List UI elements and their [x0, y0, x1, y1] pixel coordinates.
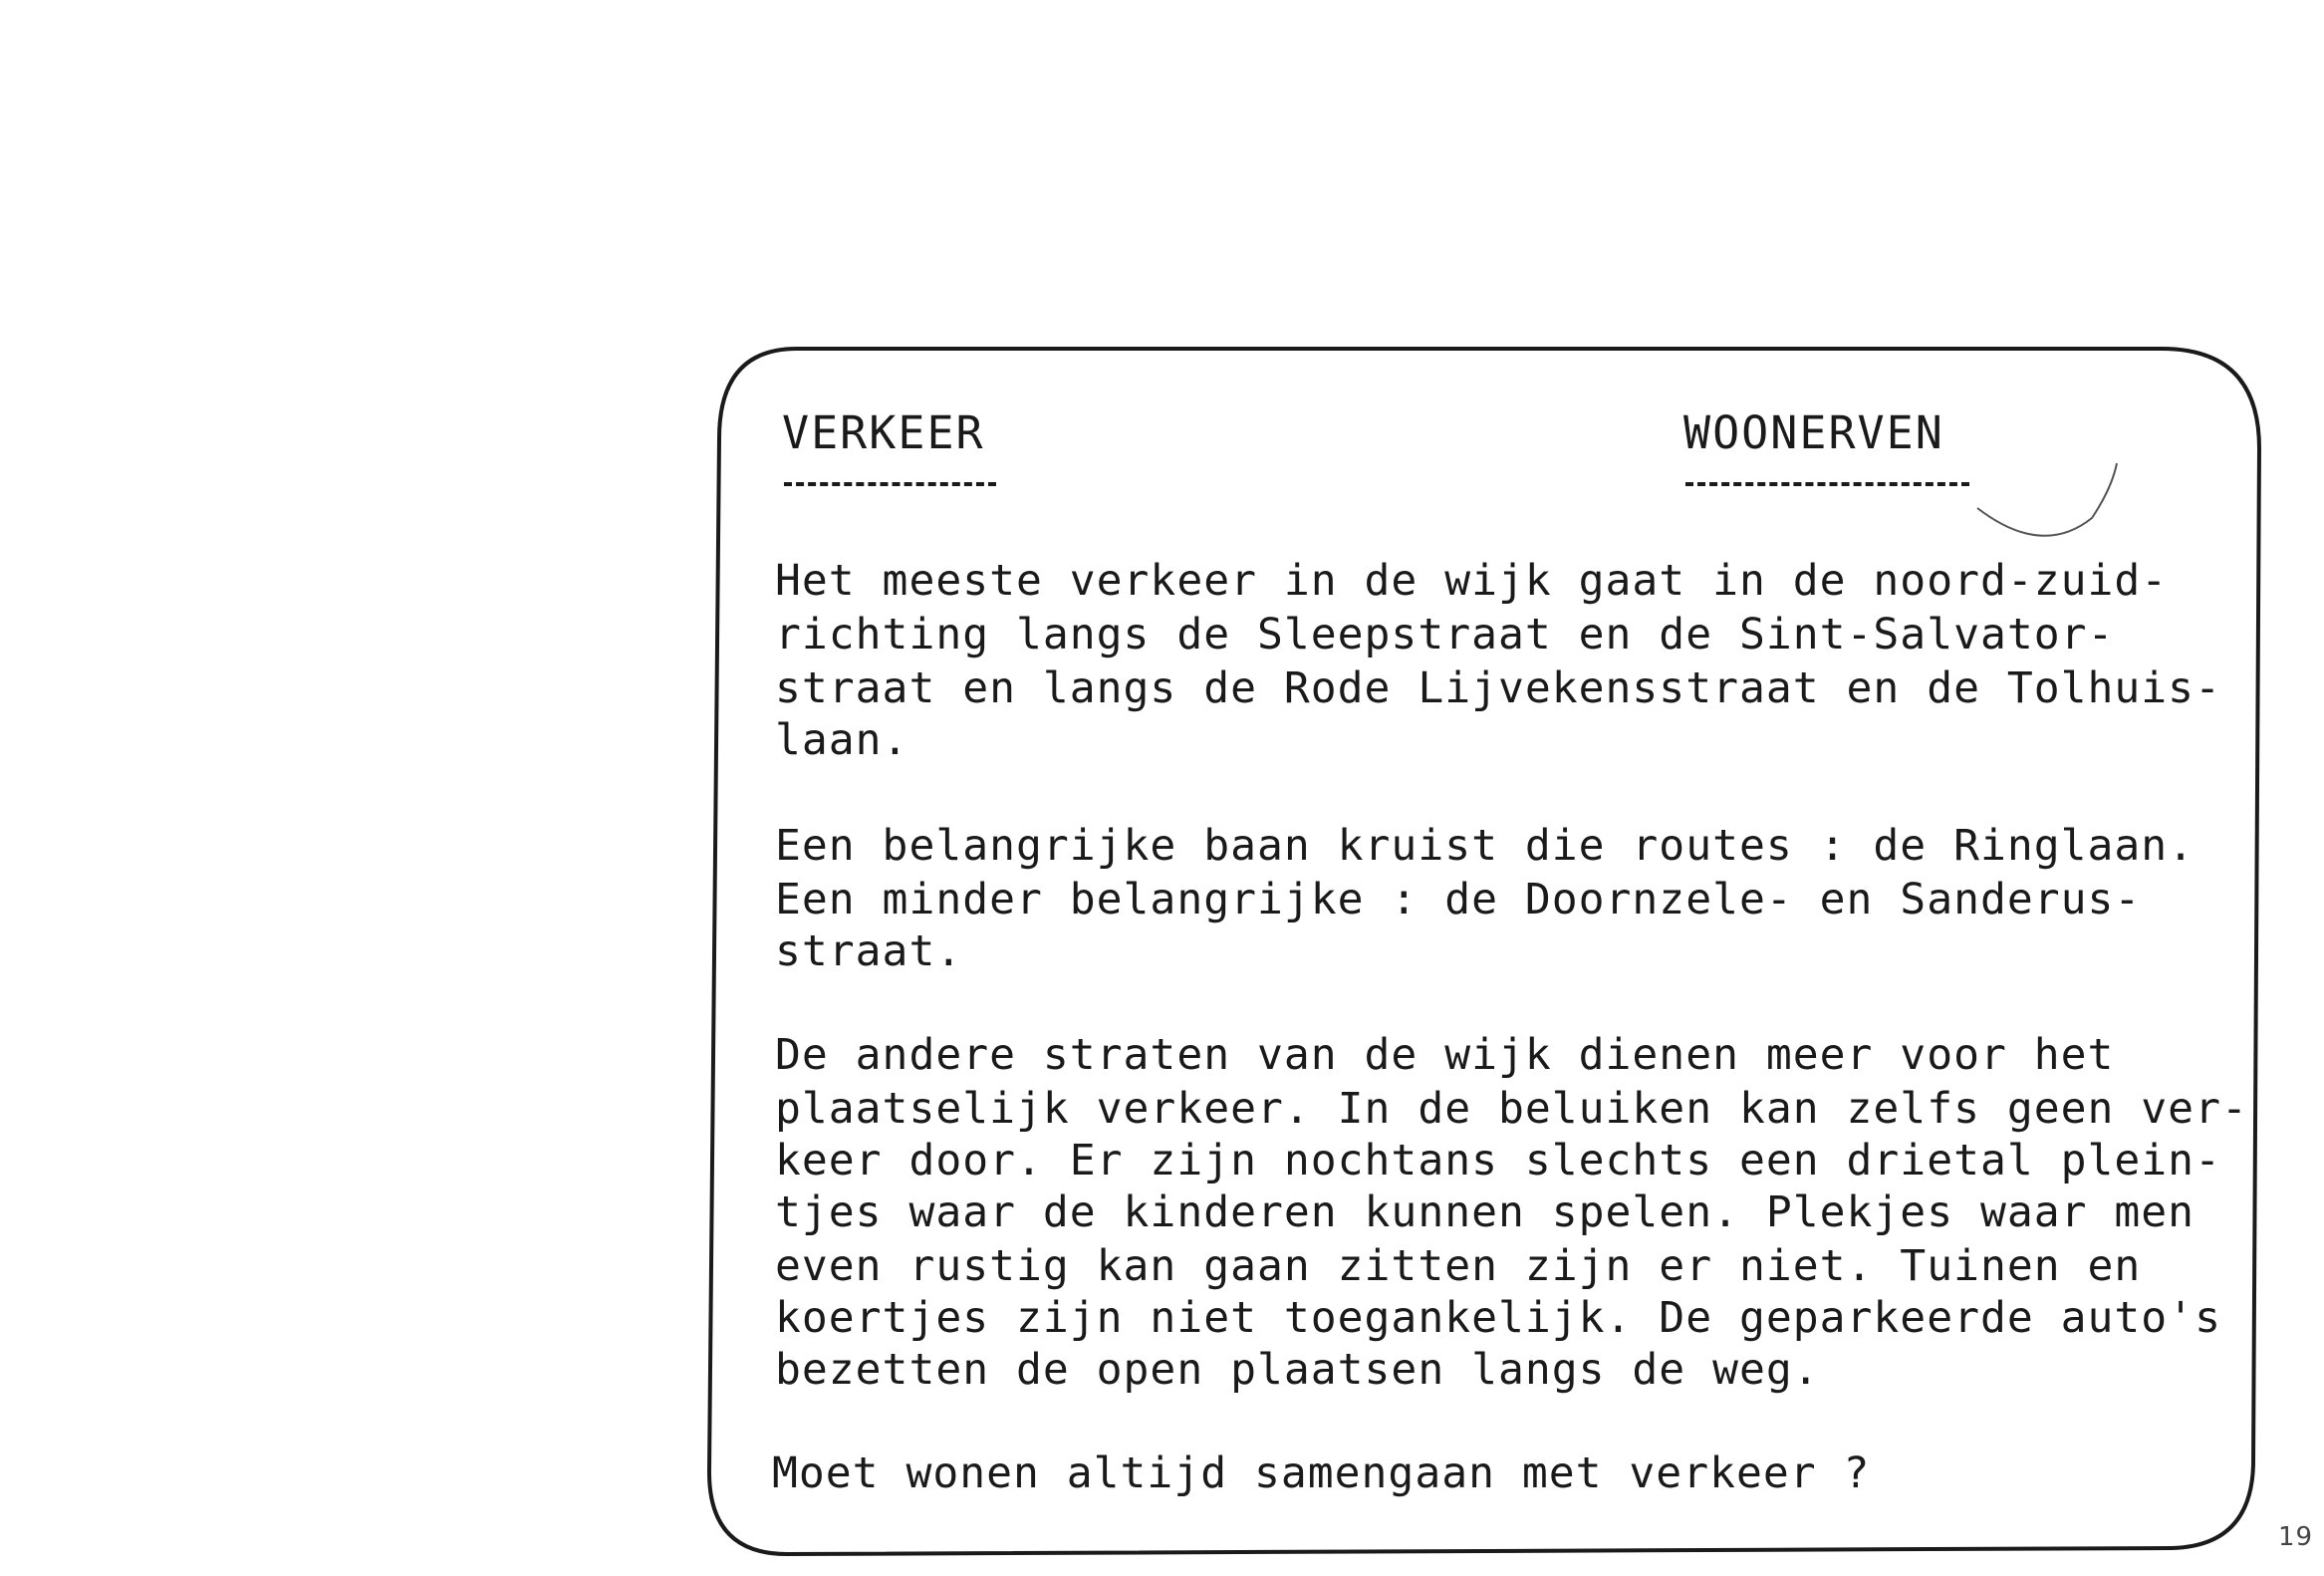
closing-question: Moet wonen altijd samengaan met verkeer ? — [772, 1448, 1871, 1498]
paragraph-line: richting langs de Sleepstraat en de Sint-Salvator- — [775, 610, 2115, 659]
paragraph-line: straat en langs de Rode Lijvekensstraat en de Tolhuis- — [775, 663, 2221, 713]
paragraph-line: De andere straten van de wijk dienen meer voor het — [775, 1030, 2115, 1080]
paragraph-line: plaatselijk verkeer. In de beluiken kan zelfs geen ver- — [775, 1084, 2248, 1134]
paragraph-line: laan. — [775, 715, 909, 765]
page-number: 19 — [2278, 1522, 2314, 1552]
paragraph-line: koertjes zijn niet toegankelijk. De geparkeerde auto's — [775, 1293, 2221, 1343]
paragraph-line: bezetten de open plaatsen langs de weg. — [775, 1345, 1820, 1395]
heading-right-underline — [1685, 482, 1969, 486]
heading-left: VERKEER — [782, 406, 985, 459]
paragraph-line: even rustig kan gaan zitten zijn er niet. Tuinen en — [775, 1241, 2142, 1291]
paragraph-line: Een minder belangrijke : de Doornzele- en Sanderus- — [775, 875, 2142, 924]
heading-left-underline — [784, 482, 996, 486]
paragraph-line: Het meeste verkeer in de wijk gaat in de noord-zuid- — [775, 556, 2169, 606]
paragraph-line: tjes waar de kinderen kunnen spelen. Plekjes waar men — [775, 1187, 2195, 1237]
paragraph-line: straat. — [775, 926, 963, 976]
paragraph-line: Een belangrijke baan kruist die routes : de Ringlaan. — [775, 821, 2195, 871]
paragraph-line: keer door. Er zijn nochtans slechts een drietal plein- — [775, 1136, 2221, 1185]
hand-drawn-curve — [1977, 463, 2117, 536]
heading-right: WOONERVEN — [1683, 406, 1944, 459]
